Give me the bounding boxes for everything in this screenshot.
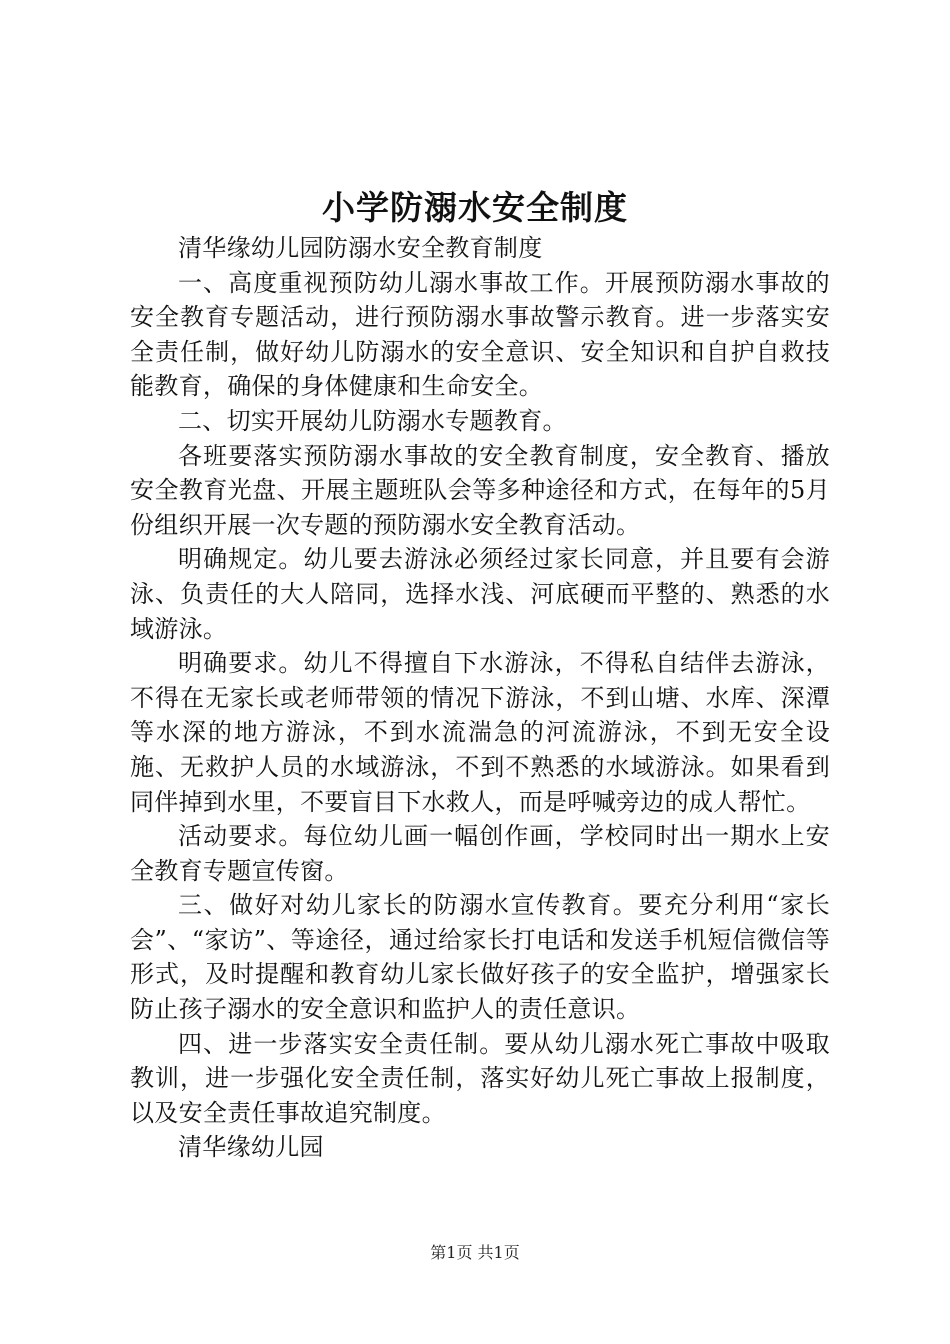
paragraph-activity-requirements: 活动要求。每位幼儿画一幅创作画，学校同时出一期水上安全教育专题宣传窗。 xyxy=(130,822,830,885)
paragraph-clear-rules: 明确规定。幼儿要去游泳必须经过家长同意，并且要有会游泳、负责任的大人陪同，选择水浅、河底硬而平整的、熟悉的水域游泳。 xyxy=(130,545,830,643)
paragraph-clear-requirements: 明确要求。幼儿不得擅自下水游泳，不得私自结伴去游泳，不得在无家长或老师带领的情况下游泳，不到山塘、水库、深潭等水深的地方游泳，不到水流湍急的河流游泳，不到无安全设施、无救护人员的水域游泳，不到不熟悉的水域游泳。如果看到同伴掉到水里，不要盲目下水救人，而是呼喊旁边的成人帮忙。 xyxy=(130,649,830,816)
paragraph-section-3: 三、做好对幼儿家长的防溺水宣传教育。要充分利用“家长会”、“家访”、等途径，通过给家长打电话和发送手机短信微信等形式，及时提醒和教育幼儿家长做好孩子的安全监护，增强家长防止孩子溺水的安全意识和监护人的责任意识。 xyxy=(130,891,830,1024)
paragraph-signature: 清华缘幼儿园 xyxy=(178,1133,324,1162)
paragraph-class-requirements: 各班要落实预防溺水事故的安全教育制度，安全教育、播放安全教育光盘、开展主题班队会等多种途径和方式，在每年的5月份组织开展一次专题的预防溺水安全教育活动。 xyxy=(130,441,830,539)
paragraph-section-2: 二、切实开展幼儿防溺水专题教育。 xyxy=(178,406,567,435)
paragraph-section-1: 一、高度重视预防幼儿溺水事故工作。开展预防溺水事故的安全教育专题活动，进行预防溺水事故警示教育。进一步落实安全责任制，做好幼儿防溺水的安全意识、安全知识和自护自救技能教育，确保的身体健康和生命安全。 xyxy=(130,268,830,401)
document-body xyxy=(130,231,830,1165)
document-title: 小学防溺水安全制度 xyxy=(322,188,628,227)
paragraph-section-4: 四、进一步落实安全责任制。要从幼儿溺水死亡事故中吸取教训，进一步强化安全责任制，落实好幼儿死亡事故上报制度，以及安全责任事故追究制度。 xyxy=(130,1029,830,1127)
page-footer: 第1页 共1页 xyxy=(430,1243,520,1262)
paragraph-heading: 清华缘幼儿园防溺水安全教育制度 xyxy=(178,234,543,262)
